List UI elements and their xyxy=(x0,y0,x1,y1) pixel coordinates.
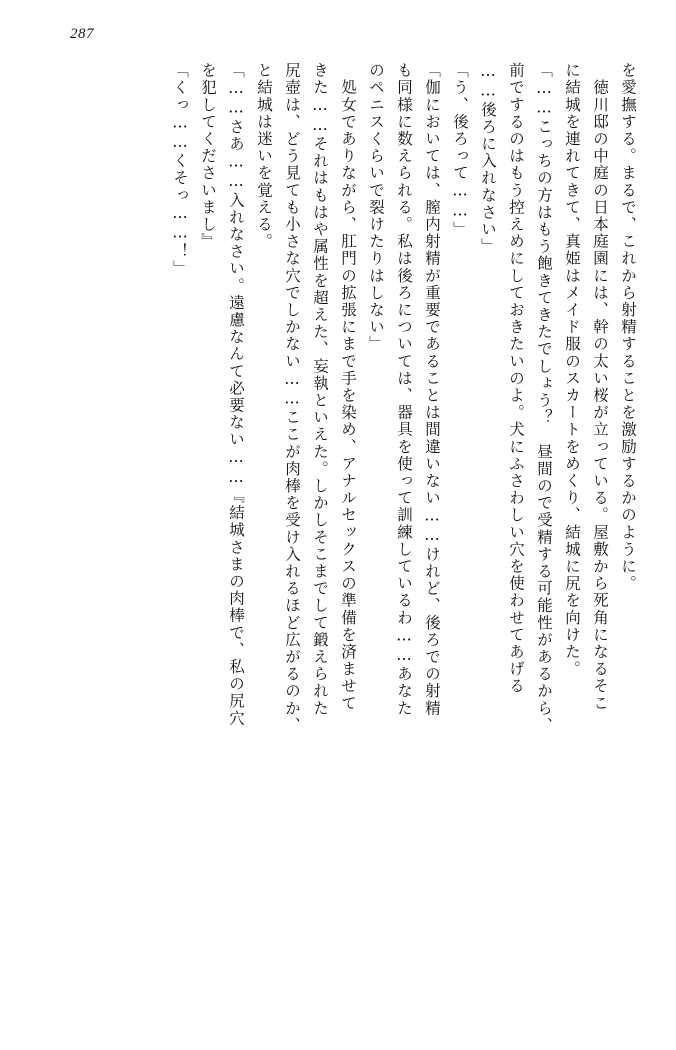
text-line: 処女でありながら、肛門の拡張にまで手を染め、アナルセックスの準備を済ませて xyxy=(339,62,357,712)
text-line: 徳川邸の中庭の日本庭園には、幹の太い桜が立っている。屋敷から死角になるそこ xyxy=(591,62,609,712)
text-line: 「……さあ……入れなさい。遠慮なんて必要ない……『結城さまの肉棒で、私の尻穴 xyxy=(227,62,245,727)
text-line: のペニスくらいで裂けたりはしない」 xyxy=(367,62,385,353)
text-line: 前でするのはもう控えめにしておきたいのよ。犬にふさわしい穴を使わせてあげる xyxy=(507,62,525,695)
text-line: 「伽においては、膣内射精が重要であることは間違いない……けれど、後ろでの射精 xyxy=(423,62,441,717)
text-line: きた……それはもはや属性を超えた、妄執といえた。しかしそこまでして鍛えられた xyxy=(311,62,329,717)
text-line: 「くっ……くそっ……！」 xyxy=(171,62,189,278)
text-line: も同様に数えられる。私は後ろについては、器具を使って訓練しているわ……あなた xyxy=(395,62,413,717)
text-line: 尻壺は、どう見ても小さな穴でしかない……ここが肉棒を受け入れるほど広がるのか、 xyxy=(283,62,301,734)
page-number: 287 xyxy=(70,26,94,42)
text-line: 「う、後ろって……」 xyxy=(451,62,469,238)
text-line: に結城を連れてきて、真姫はメイド服のスカートをめくり、結城に尻を向けた。 xyxy=(563,62,581,678)
text-line: を愛撫する。まるで、これから射精することを激励するかのように。 xyxy=(619,62,637,593)
page-text-body xyxy=(34,62,642,1027)
text-line: と結城は迷いを覚える。 xyxy=(255,62,273,251)
text-line: を犯してくださいまし』 xyxy=(199,62,217,251)
text-line: 「……こっちの方はもう飽きてきたでしょう？ 昼間ので受精する可能性があるから、 xyxy=(535,62,553,734)
text-line: ……後ろに入れなさい」 xyxy=(479,62,497,256)
